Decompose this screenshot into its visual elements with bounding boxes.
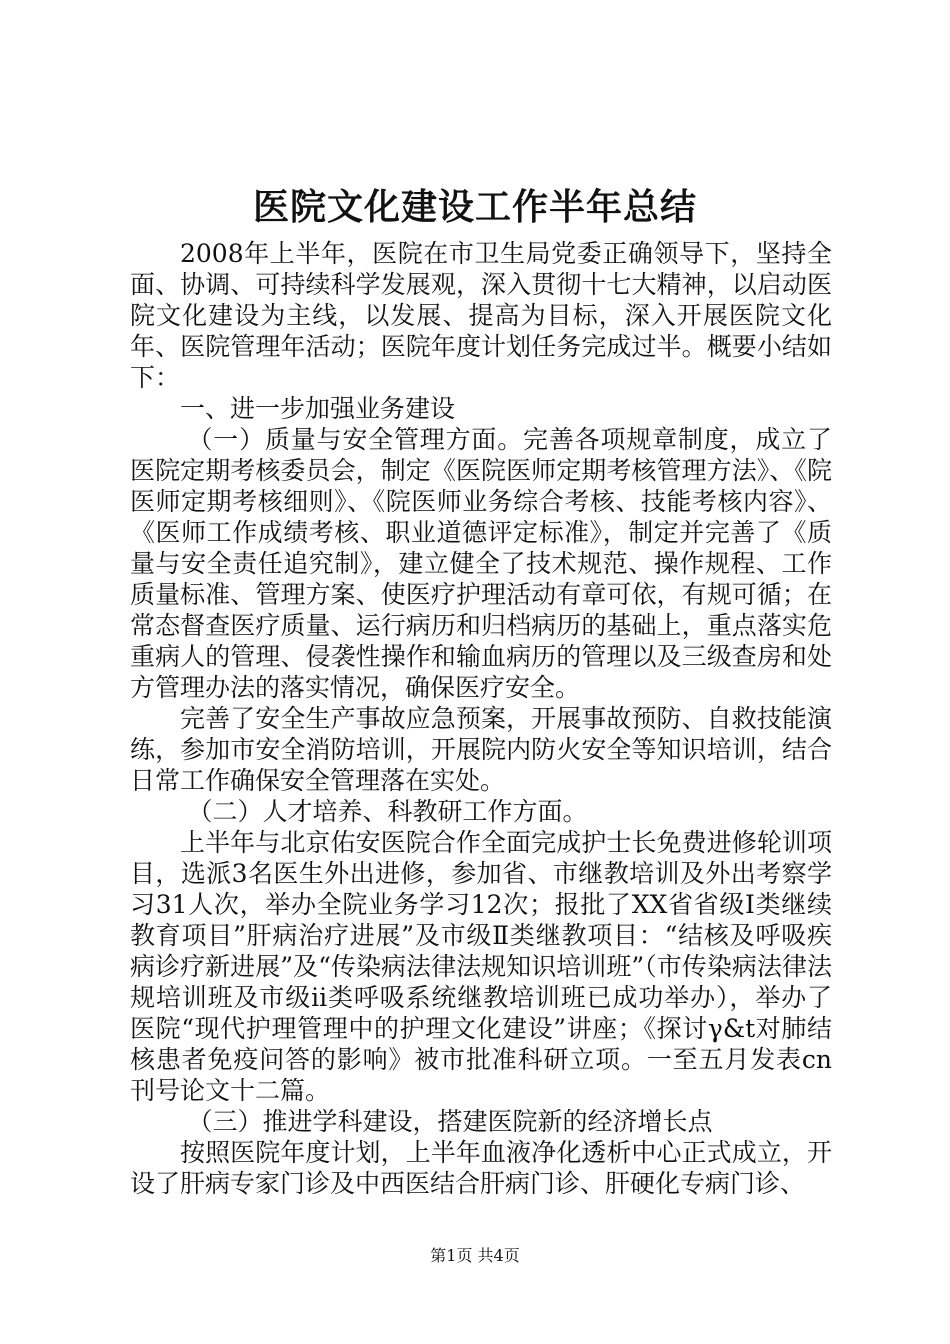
paragraph-safety-production: 完善了安全生产事故应急预案，开展事故预防、自救技能演练，参加市安全消防培训，开展院内防火安全等知识培训，结合日常工作确保安全管理落在实处。 (130, 704, 832, 795)
paragraph-talent-training: 上半年与北京佑安医院合作全面完成护士长免费进修轮训项目，选派3名医生外出进修，参加省、市继教培训及外出考察学习31人次，举办全院业务学习12次；报批了XX省省级Ⅰ类继续教育项目”肝病治疗进展”及市级Ⅱ类继教项目：“结核及呼吸疾病诊疗新进展”及“传染病法律法规知识培训班”（市传染病法律法规培训班及市级ii类呼吸系统继教培训班已成功举办），举办了医院“现代护理管理中的护理文化建设”讲座；《探讨γ&t对肺结核患者免疫问答的影响》被市批准科研立项。一至五月发表cn刊号论文十二篇。 (130, 828, 832, 1105)
paragraph-intro: 2008年上半年，医院在市卫生局党委正确领导下，坚持全面、协调、可持续科学发展观，深入贯彻十七大精神，以启动医院文化建设为主线，以发展、提高为目标，深入开展医院文化年、医院管理年活动；医院年度计划任务完成过半。概要小结如下： (130, 239, 832, 392)
paragraph-discipline-building: 按照医院年度计划，上半年血液净化透析中心正式成立，开设了肝病专家门诊及中西医结合肝病门诊、肝硬化专病门诊、 (130, 1138, 832, 1198)
section-heading-1: 一、进一步加强业务建设 (180, 394, 456, 423)
page-title: 医院文化建设工作半年总结 (252, 186, 697, 228)
paragraph-quality-safety: （一）质量与安全管理方面。完善各项规章制度，成立了医院定期考核委员会，制定《医院医师定期考核管理方法》、《院医师定期考核细则》、《院医师业务综合考核、技能考核内容》、《医师工作成绩考核、职业道德评定标准》，制定并完善了《质量与安全责任追究制》，建立健全了技术规范、操作规程、工作质量标准、管理方案、使医疗护理活动有章可依，有规可循；在常态督查医疗质量、运行病历和归档病历的基础上，重点落实危重病人的管理、侵袭性操作和输血病历的管理以及三级查房和处方管理办法的落实情况，确保医疗安全。 (130, 425, 832, 702)
document-body (130, 238, 832, 1199)
subsection-heading-2: （二）人才培养、科教研工作方面。 (187, 797, 588, 826)
page-footer: 第1页 共4页 (430, 1246, 520, 1265)
subsection-heading-3: （三）推进学科建设，搭建医院新的经济增长点 (187, 1107, 713, 1136)
